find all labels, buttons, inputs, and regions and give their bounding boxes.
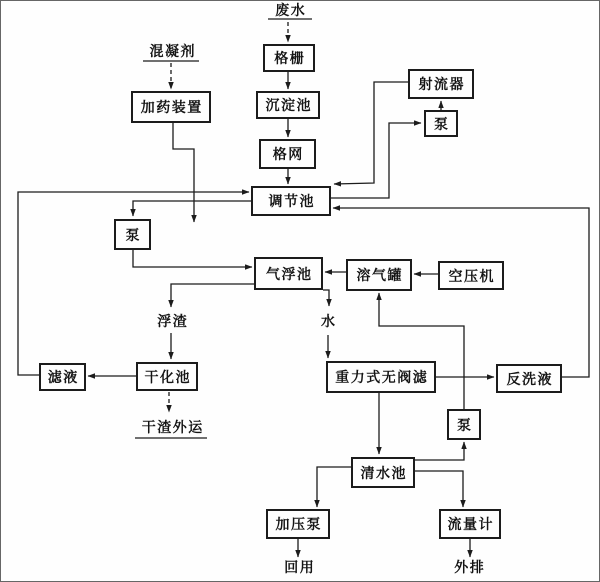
label-water: 水: [321, 315, 337, 330]
node-flow-meter: 流量计: [439, 509, 501, 539]
node-booster-pump: 加压泵: [266, 509, 330, 539]
node-dissolved-air-tank: 溶气罐: [346, 259, 412, 291]
node-gravity-filter: 重力式无阀滤: [326, 361, 436, 393]
node-pump-left: 泵: [114, 219, 151, 250]
node-regulating-tank: 调节池: [251, 186, 331, 216]
label-wastewater: 废水: [275, 4, 307, 19]
node-pump-top: 泵: [424, 110, 458, 137]
node-flotation-tank: 气浮池: [254, 257, 323, 290]
node-filtrate: 滤液: [39, 363, 86, 391]
node-dosing-device: 加药装置: [131, 91, 211, 123]
label-scum: 浮渣: [157, 315, 189, 330]
node-mesh-screen: 格网: [259, 139, 316, 169]
label-coagulant: 混凝剂: [149, 45, 196, 60]
node-jet-device: 射流器: [408, 69, 474, 99]
node-backwash-liquid: 反洗液: [496, 364, 562, 393]
node-clear-water-tank: 清水池: [351, 457, 415, 488]
node-pump-right: 泵: [447, 409, 481, 440]
label-discharge: 外排: [454, 561, 486, 576]
node-grille: 格栅: [263, 44, 315, 72]
label-dry-residue-out: 干渣外运: [141, 421, 204, 436]
flow-connectors: [1, 1, 599, 581]
label-reuse: 回用: [284, 561, 316, 576]
node-air-compressor: 空压机: [438, 261, 504, 290]
node-drying-tank: 干化池: [136, 362, 198, 391]
node-sedimentation-tank: 沉淀池: [256, 91, 320, 119]
